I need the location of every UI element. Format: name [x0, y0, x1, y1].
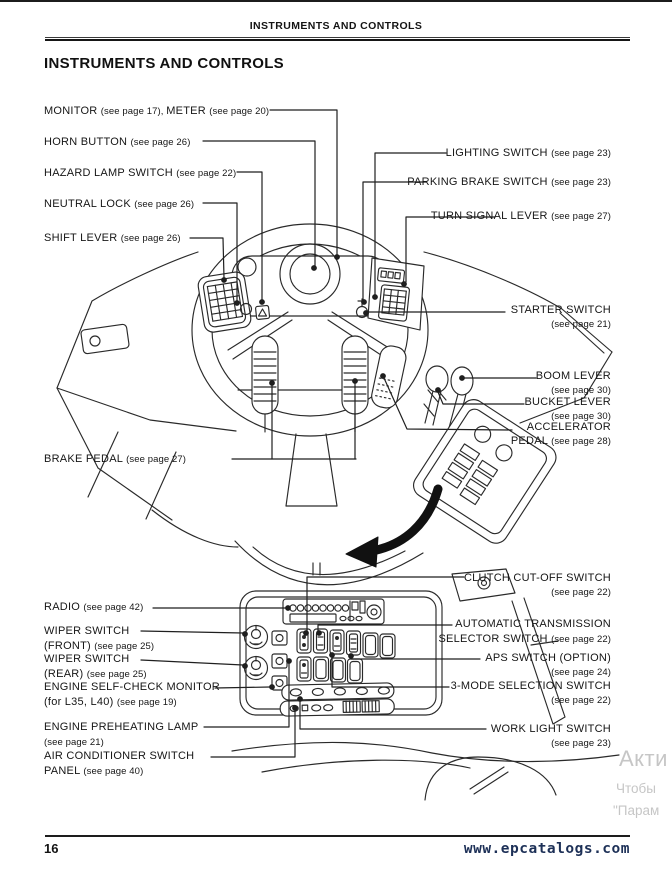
hazard-switch-button — [255, 305, 269, 319]
ac-switch-panel — [280, 683, 395, 716]
watermark-line-3: "Парам — [613, 803, 660, 818]
watermark-line-2: Чтобы — [616, 781, 656, 796]
label-automatic-transmission-selector-switch: AUTOMATIC TRANSMISSION SELECTOR SWITCH (see page 22) — [438, 618, 611, 645]
leader-wiper-rear — [141, 660, 243, 665]
label-wiper-switch-front: WIPER SWITCH (FRONT) (see page 25) — [44, 625, 155, 652]
watermark-line-1: Акти — [619, 746, 668, 771]
label-horn-button: HORN BUTTON (see page 26) — [44, 136, 191, 148]
page-number: 16 — [44, 841, 59, 856]
label-clutch-cut-off-switch: CLUTCH CUT-OFF SWITCH (see page 22) — [463, 572, 611, 598]
upper-diagram — [57, 224, 612, 585]
label-aps-switch: APS SWITCH (OPTION) (see page 24) — [485, 652, 611, 678]
label-engine-preheating-lamp: ENGINE PREHEATING LAMP (see page 21) — [44, 721, 199, 748]
label-neutral-lock: NEUTRAL LOCK (see page 26) — [44, 198, 195, 210]
label-turn-signal-lever: TURN SIGNAL LEVER (see page 27) — [430, 210, 611, 222]
lower-diagram — [232, 563, 619, 800]
label-lighting-switch: LIGHTING SWITCH (see page 23) — [445, 147, 611, 159]
leader-aircon — [211, 710, 295, 757]
instrument-cluster — [232, 244, 388, 316]
label-starter-switch: STARTER SWITCH (see page 21) — [510, 304, 611, 330]
brake-pedals — [238, 336, 368, 432]
label-wiper-switch-rear: WIPER SWITCH (REAR) (see page 25) — [44, 653, 147, 680]
seat-outline — [232, 742, 619, 800]
right-switch-pod — [368, 258, 424, 330]
radio-unit — [283, 599, 384, 624]
label-air-conditioner-switch-panel: AIR CONDITIONER SWITCH PANEL (see page 40) — [44, 750, 195, 777]
label-brake-pedal: BRAKE PEDAL (see page 27) — [44, 453, 187, 465]
label-work-light-switch: WORK LIGHT SWITCH (see page 23) — [490, 723, 611, 749]
label-monitor-meter: MONITOR (see page 17), METER (see page 20) — [44, 105, 270, 117]
website-link[interactable]: www.epcatalogs.com — [463, 841, 630, 857]
accelerator-pedal-drawing — [370, 344, 408, 410]
running-header: INSTRUMENTS AND CONTROLS — [249, 20, 423, 32]
label-three-mode-selection-switch: 3-MODE SELECTION SWITCH (see page 22) — [450, 680, 611, 706]
leader-monitor-meter — [270, 110, 337, 256]
label-accelerator-pedal: ACCELERATOR PEDAL (see page 28) — [510, 421, 611, 447]
page-title: INSTRUMENTS AND CONTROLS — [44, 55, 284, 72]
leader-shift — [190, 238, 224, 278]
leader-wiper-front — [141, 631, 243, 633]
label-boom-lever: BOOM LEVER (see page 30) — [535, 370, 611, 396]
side-console-box — [409, 395, 561, 548]
label-engine-self-check-monitor: ENGINE SELF-CHECK MONITOR (for L35, L40) (see page 19) — [44, 681, 220, 708]
label-bucket-lever: BUCKET LEVER (see page 30) — [524, 396, 611, 422]
label-shift-lever: SHIFT LEVER (see page 26) — [44, 232, 181, 244]
transition-arrow — [346, 489, 438, 567]
label-hazard-lamp-switch: HAZARD LAMP SWITCH (see page 22) — [44, 167, 237, 179]
label-parking-brake-switch: PARKING BRAKE SWITCH (see page 23) — [407, 176, 611, 188]
right-pod-display — [377, 268, 404, 284]
label-radio: RADIO (see page 42) — [44, 601, 144, 613]
